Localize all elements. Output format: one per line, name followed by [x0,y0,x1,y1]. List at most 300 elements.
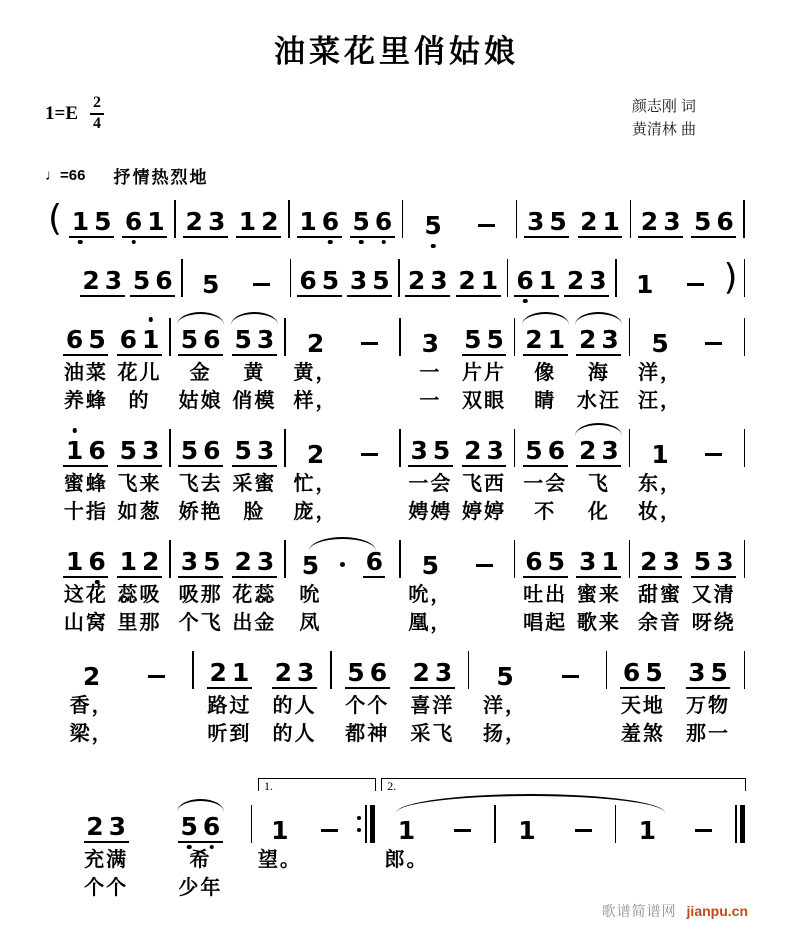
score-segment [572,312,626,412]
final-barline [735,805,745,843]
note-group [462,438,507,467]
segment-content [398,253,400,297]
score-segment [59,777,153,899]
dash-prolong [695,829,712,833]
note-cell [157,777,243,843]
score-segment [289,423,343,523]
note-group [63,327,108,356]
barline [516,200,518,238]
barline [744,429,746,467]
dash-prolong [476,564,493,568]
site-link[interactable]: jianpu.cn [686,903,748,919]
note-group [232,438,277,467]
note-digit: 2 [578,325,597,354]
note-digit: 2 [578,436,597,465]
score-segment [721,253,741,297]
score-segment [166,312,174,412]
dash-prolong [361,342,378,346]
note-digit: 5 [651,329,669,358]
score-segment [248,777,256,899]
score-segment [633,312,687,412]
note-digit: 6 [525,547,543,576]
beam-group [395,818,417,843]
lyric-syllable: 一会 [523,472,568,495]
note-cell [691,534,737,578]
score-segment [396,312,404,412]
beam-group [576,549,621,578]
lyric-syllable: 脸 [243,500,266,523]
beam-group [117,327,162,356]
dash-prolong [705,342,722,346]
lyric-syllable: 又清 [691,583,736,606]
segment-content [251,777,253,843]
note-digit: 2 [82,662,101,691]
note-cell [178,423,224,467]
music-system [59,312,748,412]
note-group [638,549,683,578]
lyric-syllable: 都神 [345,722,390,745]
note-cell [637,312,683,356]
note-group [691,209,736,238]
score-segment [346,194,399,238]
lyric-syllable: 庞， [293,500,338,523]
score-segment [620,253,671,297]
note-digit: 2 [185,207,203,236]
note-group [350,209,395,238]
volta-bracket [381,778,746,791]
note-digit: 6 [514,268,536,293]
beam-group [232,327,277,356]
barline [398,259,400,297]
lyric-syllable: 听到 [207,722,252,745]
score-segment [511,312,519,412]
beam-group [620,660,665,689]
note-cell [408,312,454,356]
lyric-syllable: 化 [587,500,610,523]
score-segment [396,534,404,634]
lyric-syllable: 个飞 [178,611,223,634]
score-segment [406,194,459,238]
note-cell [298,253,341,297]
score-segment [518,312,572,412]
segment-content [284,423,286,467]
note-digit: 1 [69,209,91,234]
slur-section [289,534,396,634]
barline [744,540,746,578]
score-segment [118,194,171,238]
note-cell [524,194,569,238]
note-cell [691,312,737,356]
note-digit: 3 [589,266,607,295]
note-digit: 3 [601,436,619,465]
time-signature-numerator: 2 [93,94,101,111]
score-segment [232,194,285,238]
barline [399,540,401,578]
note-cell [132,253,175,297]
note-group [130,268,175,297]
score-segment [294,253,345,297]
note-digit: 5 [464,325,482,354]
note-group [523,438,568,467]
volta-section [378,777,748,899]
note-cell [404,645,461,689]
beam-group [686,660,731,689]
note-group [523,327,568,356]
barline [740,805,745,843]
lyric-syllable: 吮 [299,583,322,606]
note-digit: 2 [412,658,430,687]
note-digit: 6 [622,658,641,687]
note-digit: 6 [319,209,341,234]
beam-group [130,268,175,297]
beam-group [178,327,223,356]
note-digit: 6 [203,325,221,354]
beam-group [691,209,736,238]
score-segment [255,777,305,899]
note-digit: 6 [155,266,173,295]
score-segment [59,423,113,523]
lyric-syllable: 香， [69,694,114,717]
score-segment [189,645,197,745]
score-segment [626,534,634,634]
note-digit: 5 [421,551,440,580]
note-digit: 3 [349,266,368,295]
lyric-syllable: 的 [128,389,151,412]
beam-group [649,331,671,356]
lyric-syllable: 花儿 [117,361,162,384]
credit-composer: 黄清林 曲 [631,121,696,139]
note-group [178,438,223,467]
note-cell [346,312,392,356]
octave-dot [72,428,77,433]
note-digit: 1 [636,270,654,299]
note-group [63,549,108,578]
site-name: 歌谱简谱网 [601,903,677,919]
note-cell [576,423,622,467]
lyric-syllable: 俏模 [232,389,277,412]
note-group [419,553,441,578]
lyric-syllable: 吸那 [178,583,223,606]
barline [402,200,404,238]
segment-content [744,312,746,356]
lyric-syllable: 娇艳 [178,500,223,523]
note-group [576,327,621,356]
note-cell [576,534,622,578]
score-segment [228,534,282,634]
note-group [207,660,252,689]
segment-content [629,423,631,467]
note-cell [461,423,507,467]
barline [468,651,470,689]
lyric-syllable: 飞 [587,472,610,495]
note-group [686,660,731,689]
segment-content [629,534,631,578]
score-segment [262,645,327,745]
note-group [395,818,417,843]
note-group [178,814,223,843]
score-segment [612,777,620,899]
note-cell [240,253,283,297]
score-segment [236,253,287,297]
score-segment [178,253,186,297]
note-cell [638,194,683,238]
segment-content [399,423,401,467]
note-cell [63,312,109,356]
barline [330,651,332,689]
barline [192,651,194,689]
note-digit: 3 [410,436,428,465]
note-group [269,818,291,843]
lyric-syllable: 一会 [408,472,453,495]
barline [514,540,516,578]
note-group [80,664,102,689]
expression-marking: 抒情热烈地 [113,168,209,187]
note-group [620,660,665,689]
note-group [84,814,129,843]
note-digit: 6 [200,814,222,839]
score-segment [166,534,174,634]
note-digit: 2 [306,329,325,358]
beam-group [634,272,656,297]
beam-group [524,209,569,238]
dash-prolong [454,829,471,833]
beam-group [363,549,385,578]
note-digit: 5 [350,209,372,234]
music-system [59,534,748,634]
score-segment [518,534,572,634]
note-digit: 5 [710,658,728,687]
note-digit: 5 [496,662,514,691]
note-digit: 2 [142,547,160,576]
score-segment [538,645,603,745]
note-cell [350,194,395,238]
beam-group [462,438,507,467]
octave-dot [359,240,364,245]
note-cell [522,423,568,467]
note-digit: 6 [369,658,388,687]
score-segment [404,423,458,523]
segment-content [744,423,746,467]
note-cell [691,194,736,238]
score-segment [404,534,458,634]
lyric-syllable: 洋， [638,361,683,384]
lyric-syllable: 片片 [462,361,507,384]
octave-dot [431,244,436,249]
score-segment [687,423,741,523]
note-cell [178,312,224,356]
segment-content [744,534,746,578]
barline [629,429,631,467]
note-cell [457,253,500,297]
segment-content [514,312,516,356]
note-group [232,327,277,356]
score-segment [626,423,634,523]
note-group [80,268,125,297]
note-digit: 5 [549,207,567,236]
note-group [514,268,559,297]
score-segment [612,253,620,297]
beam-group [207,660,252,689]
note-digit: 1 [397,816,416,845]
lyric-syllable: 那一 [685,722,730,745]
score-segment [453,253,504,297]
note-digit: 3 [108,812,127,841]
note-digit: 2 [82,266,100,295]
segment-content [507,253,509,297]
note-digit: 5 [234,325,252,354]
score-segment [511,253,562,297]
note-group [304,331,326,356]
dash-prolong [253,283,270,287]
note-cell [410,194,455,238]
dash-prolong [361,453,378,457]
lyric-syllable: 养蜂 [63,389,108,412]
score-segment [741,253,749,297]
score-segment [457,534,511,634]
note-group [576,438,621,467]
note-cell [232,423,278,467]
beam-group [122,209,167,238]
beam-group [691,549,736,578]
note-digit: 5 [693,547,712,576]
lyric-syllable: 飞西 [462,472,507,495]
segment-content [169,534,171,578]
note-group [236,209,281,238]
music-system [45,194,748,238]
note-cell [117,312,163,356]
score-segment [741,534,749,634]
score-segment [610,645,675,745]
note-group [634,272,656,297]
score-segment [113,423,167,523]
note-cell [232,312,278,356]
note-group [691,549,736,578]
beam-group [178,549,223,578]
dash-prolong [687,283,704,287]
note-digit: 5 [525,436,543,465]
note-digit: 3 [688,658,706,687]
note-digit: 2 [234,547,252,576]
score-segment [518,423,572,523]
note-digit: 5 [132,266,151,295]
note-group [494,664,516,689]
score-segment [153,777,247,899]
lyric-syllable: 十指 [63,500,108,523]
note-group [462,327,507,356]
note-digit: 1 [651,440,669,469]
lyric-syllable: 飞去 [178,472,223,495]
note-digit: 3 [663,207,681,236]
octave-dot [78,240,83,245]
segment-content [290,253,292,297]
note-digit: 5 [203,547,221,576]
lyric-syllable: 路过 [207,694,252,717]
lyric-syllable: 金 [189,361,212,384]
score-segment [457,423,511,523]
lyric-syllable: 妆， [638,500,683,523]
score-segment [395,253,403,297]
note-cell [297,194,342,238]
score-segment [619,777,675,899]
lyric-syllable: 出金 [232,611,277,634]
beam-group [117,438,162,467]
score-segment [345,253,396,297]
lyric-syllable: 汪， [638,389,683,412]
note-digit: 3 [486,436,504,465]
note-digit: 3 [662,547,680,576]
note-group [183,209,228,238]
beam-group [564,268,609,297]
octave-dot [148,317,153,322]
note-cell [266,645,323,689]
lyric-syllable: 采蜜 [232,472,277,495]
volta-number: 2. [387,779,397,793]
slur-arc [575,423,622,436]
credit-lyricist: 颜志刚 词 [631,98,696,115]
lyric-syllable: 个个 [84,876,129,899]
lyric-syllable: 万物 [685,694,730,717]
beam-group [419,553,441,578]
beam-group [410,660,455,689]
score-segment [124,645,189,745]
score-segment [511,423,519,523]
note-cell [190,253,233,297]
note-digit: 3 [421,329,440,358]
note-digit: 1 [299,207,317,236]
beam-group [405,268,450,297]
segment-content [629,312,631,356]
beam-group [456,268,501,297]
segment-content [284,312,286,356]
slur-arc [231,312,278,325]
barline [284,318,286,356]
octave-dot [95,580,100,585]
score-segment [460,194,513,238]
beam-group [494,664,516,689]
note-digit: 1 [140,327,162,352]
segment-content [181,253,183,297]
note-digit: 3 [180,547,199,576]
note-cell [63,423,109,467]
note-digit: 2 [640,547,658,576]
note-digit: 2 [464,436,482,465]
note-digit: 2 [580,207,598,236]
lyric-syllable: 的人 [272,722,317,745]
barline [290,259,292,297]
page-title: 油菜花里俏姑娘 [274,34,519,69]
score-segment [675,645,740,745]
note-group [363,549,385,578]
beam-group [297,268,342,297]
note-digit: 1 [147,207,165,236]
note-digit: 5 [432,436,451,465]
barline [744,651,746,689]
lyric-syllable: 扬， [483,722,528,745]
tempo-row [45,163,748,188]
segment-content [284,534,286,578]
beam-group [178,814,223,843]
score-segment [171,194,179,238]
barline [507,259,509,297]
note-cell [614,645,671,689]
note-digit: 1 [638,816,656,845]
barline [629,540,631,578]
lyric-syllable: 像 [534,361,557,384]
note-cell [349,253,392,297]
lyric-syllable: 吮， [408,583,453,606]
score-segment [378,777,434,899]
note-cell [346,423,392,467]
